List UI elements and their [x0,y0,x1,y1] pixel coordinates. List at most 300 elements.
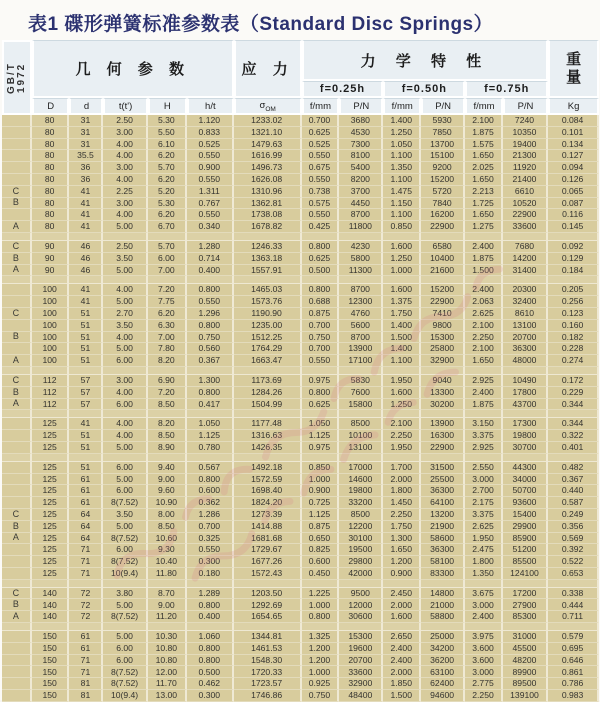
value-cell: 80 [32,127,70,139]
value-cell: 51 [69,442,103,454]
value-cell: 0.127 [548,150,599,162]
value-cell: 8700 [339,284,383,296]
value-cell: 34000 [503,474,548,486]
value-cell: 125 [32,556,70,568]
separator-cell [548,580,599,588]
separator-cell [503,276,548,284]
table-row [2,442,599,454]
value-cell: 7.00 [148,332,187,344]
value-cell: 0.700 [302,343,340,355]
table-row [2,343,599,355]
table-row [2,198,599,210]
value-cell: 0.228 [548,343,599,355]
separator-cell [503,623,548,631]
value-cell: 13200 [421,509,465,521]
value-cell: 150 [32,655,70,667]
weight-group-label: 重量 [566,51,582,86]
value-cell: 0.700 [187,521,234,533]
value-cell: 21000 [421,599,465,611]
value-cell: 0.800 [187,655,234,667]
value-cell: 1.200 [383,556,421,568]
value-cell: 0.101 [548,127,599,139]
value-cell: 1.000 [383,265,421,277]
col-header-f-050: f/mm [383,98,421,115]
value-cell: 0.750 [302,690,340,702]
table-row [2,284,599,296]
group-separator-row [2,367,599,375]
value-cell: 0.249 [548,509,599,521]
value-cell: 31000 [503,631,548,643]
value-cell: 1573.76 [234,296,302,308]
value-cell: 8(7.52) [103,666,147,678]
table-row [2,655,599,667]
value-cell: 2.250 [383,509,421,521]
value-cell: 10.90 [148,497,187,509]
value-cell: 1246.33 [234,241,302,253]
separator-cell [2,410,32,418]
table-header [2,40,599,115]
value-cell: 45500 [503,643,548,655]
value-cell: 85300 [503,611,548,623]
value-cell: 1654.65 [234,611,302,623]
separator-cell [503,367,548,375]
separator-cell [187,454,234,462]
value-cell: 1.125 [302,509,340,521]
separator-cell [2,367,32,375]
value-cell: 100 [32,284,70,296]
value-cell: 36 [69,162,103,174]
value-cell: 1.325 [302,631,340,643]
value-cell: 125 [32,474,70,486]
value-cell: 100 [32,320,70,332]
value-cell: 6.10 [148,139,187,151]
value-cell: 1.375 [383,296,421,308]
value-cell: 2.000 [383,599,421,611]
value-cell: 4.00 [103,139,147,151]
value-cell: 1.450 [383,497,421,509]
value-cell: 2.100 [465,343,503,355]
value-cell: 0.579 [548,631,599,643]
value-cell: 81 [69,690,103,702]
value-cell: 0.184 [548,265,599,277]
value-cell: 58100 [421,556,465,568]
separator-cell [421,276,465,284]
value-cell: 8(7.52) [103,497,147,509]
value-cell: 4.00 [103,387,147,399]
value-cell: 80 [32,221,70,233]
table-body [2,115,599,702]
separator-cell [234,623,302,631]
value-cell: 80 [32,162,70,174]
separator-cell [548,276,599,284]
value-cell: 0.750 [187,332,234,344]
grade-cell [2,162,32,174]
value-cell: 3.50 [103,509,147,521]
value-cell: 15200 [421,284,465,296]
value-cell: 0.550 [302,150,340,162]
value-cell: 0.567 [187,462,234,474]
value-cell: 9200 [421,162,465,174]
separator-cell [421,623,465,631]
value-cell: 4530 [339,127,383,139]
value-cell: 35.5 [69,150,103,162]
value-cell: 8.50 [148,430,187,442]
value-cell: 1557.91 [234,265,302,277]
value-cell: 42000 [339,568,383,580]
value-cell: 0.084 [548,115,599,127]
separator-cell [383,367,421,375]
value-cell: 5.00 [103,631,147,643]
standard-number-cell [2,40,32,115]
sigma-subscript: OM [265,105,276,113]
separator-cell [69,233,103,241]
grade-cell [2,544,32,556]
grade-cell: A [2,221,32,233]
col-header-sigma [234,98,302,115]
separator-cell [103,580,147,588]
value-cell: 61 [69,643,103,655]
value-cell: 4.00 [103,332,147,344]
value-cell: 125 [32,462,70,474]
value-cell: 2.025 [465,162,503,174]
grade-cell: B [2,387,32,399]
value-cell: 8(7.52) [103,611,147,623]
col-header-kg: Kg [548,98,599,115]
value-cell: 2.000 [383,666,421,678]
value-cell: 36 [69,174,103,186]
value-cell: 15800 [339,399,383,411]
value-cell: 5720 [421,186,465,198]
value-cell: 2.400 [465,611,503,623]
value-cell: 1.125 [302,430,340,442]
page-title: 表1 碟形弹簧标准参数表（Standard Disc Springs） [28,14,494,35]
separator-cell [339,580,383,588]
table-row [2,418,599,430]
value-cell: 80 [32,139,70,151]
value-cell: 1.600 [383,284,421,296]
value-cell: 6.00 [103,355,147,367]
separator-cell [32,367,70,375]
value-cell: 0.340 [187,221,234,233]
grade-cell: C [2,509,32,521]
value-cell: 0.600 [302,556,340,568]
value-cell: 1.350 [465,568,503,580]
value-cell: 30600 [339,611,383,623]
value-cell: 5.00 [103,442,147,454]
value-cell: 124100 [503,568,548,580]
value-cell: 1.650 [465,174,503,186]
value-cell: 0.550 [187,209,234,221]
table-row [2,556,599,568]
grade-cell: A [2,355,32,367]
grade-cell: B [2,198,32,210]
value-cell: 0.800 [187,474,234,486]
grade-cell [2,430,32,442]
value-cell: 61 [69,497,103,509]
value-cell: 1.750 [383,308,421,320]
table-row [2,253,599,265]
value-cell: 1363.18 [234,253,302,265]
value-cell: 46 [69,253,103,265]
value-cell: 0.625 [302,127,340,139]
value-cell: 2.250 [465,690,503,702]
value-cell: 6.70 [148,221,187,233]
table-row [2,462,599,474]
separator-cell [302,454,340,462]
value-cell: 2.213 [465,186,503,198]
value-cell: 4.00 [103,174,147,186]
separator-cell [234,454,302,462]
grade-cell [2,418,32,430]
stress-group-header: 应 力 [234,40,302,98]
separator-cell [421,410,465,418]
value-cell: 2.550 [465,462,503,474]
value-cell: 1.350 [383,162,421,174]
value-cell: 4.00 [103,284,147,296]
value-cell: 1203.50 [234,588,302,600]
value-cell: 5800 [339,253,383,265]
value-cell: 10(9.4) [103,568,147,580]
value-cell: 3.00 [103,198,147,210]
value-cell: 51200 [503,544,548,556]
value-cell: 0.800 [302,387,340,399]
table-row [2,430,599,442]
separator-cell [465,454,503,462]
value-cell: 112 [32,375,70,387]
value-cell: 1.650 [383,544,421,556]
value-cell: 7240 [503,115,548,127]
value-cell: 1.650 [465,150,503,162]
value-cell: 5.70 [148,241,187,253]
table-row [2,320,599,332]
value-cell: 1.300 [383,533,421,545]
separator-cell [187,233,234,241]
separator-cell [421,233,465,241]
value-cell: 0.274 [548,355,599,367]
value-cell: 1512.25 [234,332,302,344]
value-cell: 100 [32,308,70,320]
value-cell: 20300 [503,284,548,296]
value-cell: 0.525 [187,139,234,151]
table-row [2,387,599,399]
value-cell: 1.050 [187,418,234,430]
value-cell: 1572.59 [234,474,302,486]
value-cell: 5.00 [103,265,147,277]
value-cell: 33200 [339,497,383,509]
value-cell: 31400 [503,265,548,277]
value-cell: 0.344 [548,418,599,430]
value-cell: 1.500 [383,690,421,702]
value-cell: 44300 [503,462,548,474]
value-cell: 51 [69,308,103,320]
table-row [2,399,599,411]
value-cell: 13300 [421,387,465,399]
value-cell: 0.462 [187,678,234,690]
value-cell: 2.250 [465,332,503,344]
value-cell: 5.00 [103,474,147,486]
separator-cell [32,276,70,284]
value-cell: 8.50 [148,521,187,533]
value-cell: 2.400 [383,643,421,655]
value-cell: 0.145 [548,221,599,233]
value-cell: 125 [32,497,70,509]
table-row [2,186,599,198]
value-cell: 112 [32,387,70,399]
value-cell: 6.00 [103,462,147,474]
value-cell: 0.094 [548,162,599,174]
grade-cell: C [2,588,32,600]
value-cell: 1.100 [383,355,421,367]
grade-cell: A [2,265,32,277]
grade-cell [2,462,32,474]
value-cell: 150 [32,666,70,678]
value-cell: 5.00 [103,296,147,308]
table-row [2,296,599,308]
table-row [2,221,599,233]
value-cell: 41 [69,186,103,198]
value-cell: 51 [69,320,103,332]
col-header-d: d [69,98,103,115]
separator-cell [383,580,421,588]
value-cell: 8700 [339,332,383,344]
value-cell: 1.950 [383,375,421,387]
value-cell: 9800 [421,320,465,332]
grade-cell [2,150,32,162]
value-cell: 0.450 [302,568,340,580]
value-cell: 6.00 [103,655,147,667]
value-cell: 1344.81 [234,631,302,643]
value-cell: 1.280 [187,241,234,253]
value-cell: 3.150 [465,418,503,430]
separator-cell [148,276,187,284]
value-cell: 6.20 [148,150,187,162]
value-cell: 1321.10 [234,127,302,139]
value-cell: 1.200 [302,655,340,667]
value-cell: 2.400 [465,284,503,296]
value-cell: 1.850 [383,678,421,690]
value-cell: 1.875 [465,253,503,265]
value-cell: 1.150 [383,198,421,210]
value-cell: 4.00 [103,430,147,442]
value-cell: 72 [69,588,103,600]
value-cell: 64 [69,509,103,521]
value-cell: 1.800 [383,485,421,497]
value-cell: 1.000 [302,474,340,486]
separator-cell [2,276,32,284]
value-cell: 46 [69,265,103,277]
value-cell: 1.060 [187,631,234,643]
value-cell: 19400 [503,139,548,151]
value-cell: 1.250 [383,253,421,265]
value-cell: 3.00 [103,162,147,174]
value-cell: 48200 [503,655,548,667]
value-cell: 0.550 [187,174,234,186]
table-row [2,588,599,600]
grade-cell [2,209,32,221]
value-cell: 3.000 [465,599,503,611]
table-row [2,332,599,344]
grade-cell [2,139,32,151]
value-cell: 14600 [339,474,383,486]
value-cell: 1.500 [383,332,421,344]
value-cell: 0.525 [302,139,340,151]
value-cell: 51 [69,355,103,367]
separator-cell [302,580,340,588]
value-cell: 139100 [503,690,548,702]
separator-cell [103,276,147,284]
value-cell: 16200 [421,209,465,221]
value-cell: 10.60 [148,533,187,545]
value-cell: 36300 [421,485,465,497]
table-row [2,599,599,611]
value-cell: 36300 [421,544,465,556]
value-cell: 10.80 [148,655,187,667]
value-cell: 1.100 [383,174,421,186]
value-cell: 1.000 [302,599,340,611]
value-cell: 1190.90 [234,308,302,320]
value-cell: 20700 [503,332,548,344]
value-cell: 2.50 [103,115,147,127]
col-header-P-075: P/N [503,98,548,115]
value-cell: 125 [32,533,70,545]
value-cell: 7410 [421,308,465,320]
value-cell: 4450 [339,198,383,210]
table-row [2,533,599,545]
value-cell: 11920 [503,162,548,174]
value-cell: 2.475 [465,544,503,556]
value-cell: 58800 [421,611,465,623]
value-cell: 36300 [503,343,548,355]
value-cell: 1.100 [383,209,421,221]
value-cell: 43700 [503,399,548,411]
value-cell: 22900 [421,221,465,233]
value-cell: 1698.40 [234,485,302,497]
value-cell: 1.225 [302,588,340,600]
group-separator-row [2,233,599,241]
value-cell: 57 [69,375,103,387]
value-cell: 41 [69,296,103,308]
separator-cell [69,580,103,588]
grade-cell [2,655,32,667]
group-separator-row [2,623,599,631]
value-cell: 80 [32,186,70,198]
value-cell: 8100 [339,150,383,162]
value-cell: 80 [32,209,70,221]
value-cell: 0.700 [302,115,340,127]
value-cell: 100 [32,296,70,308]
separator-cell [2,454,32,462]
value-cell: 1.275 [465,221,503,233]
value-cell: 2.400 [383,655,421,667]
grade-cell: B [2,521,32,533]
value-cell: 2.625 [465,521,503,533]
value-cell: 2.70 [103,308,147,320]
value-cell: 81 [69,678,103,690]
value-cell: 0.569 [548,533,599,545]
value-cell: 29800 [339,556,383,568]
col-header-D: D [32,98,70,115]
table-row [2,643,599,655]
value-cell: 1.950 [383,442,421,454]
value-cell: 50700 [503,485,548,497]
table-row [2,611,599,623]
value-cell: 22900 [421,296,465,308]
value-cell: 0.550 [302,209,340,221]
standard-number: GB/T 1972 [5,61,27,94]
grade-cell [2,320,32,332]
value-cell: 1492.18 [234,462,302,474]
value-cell: 2.450 [383,588,421,600]
